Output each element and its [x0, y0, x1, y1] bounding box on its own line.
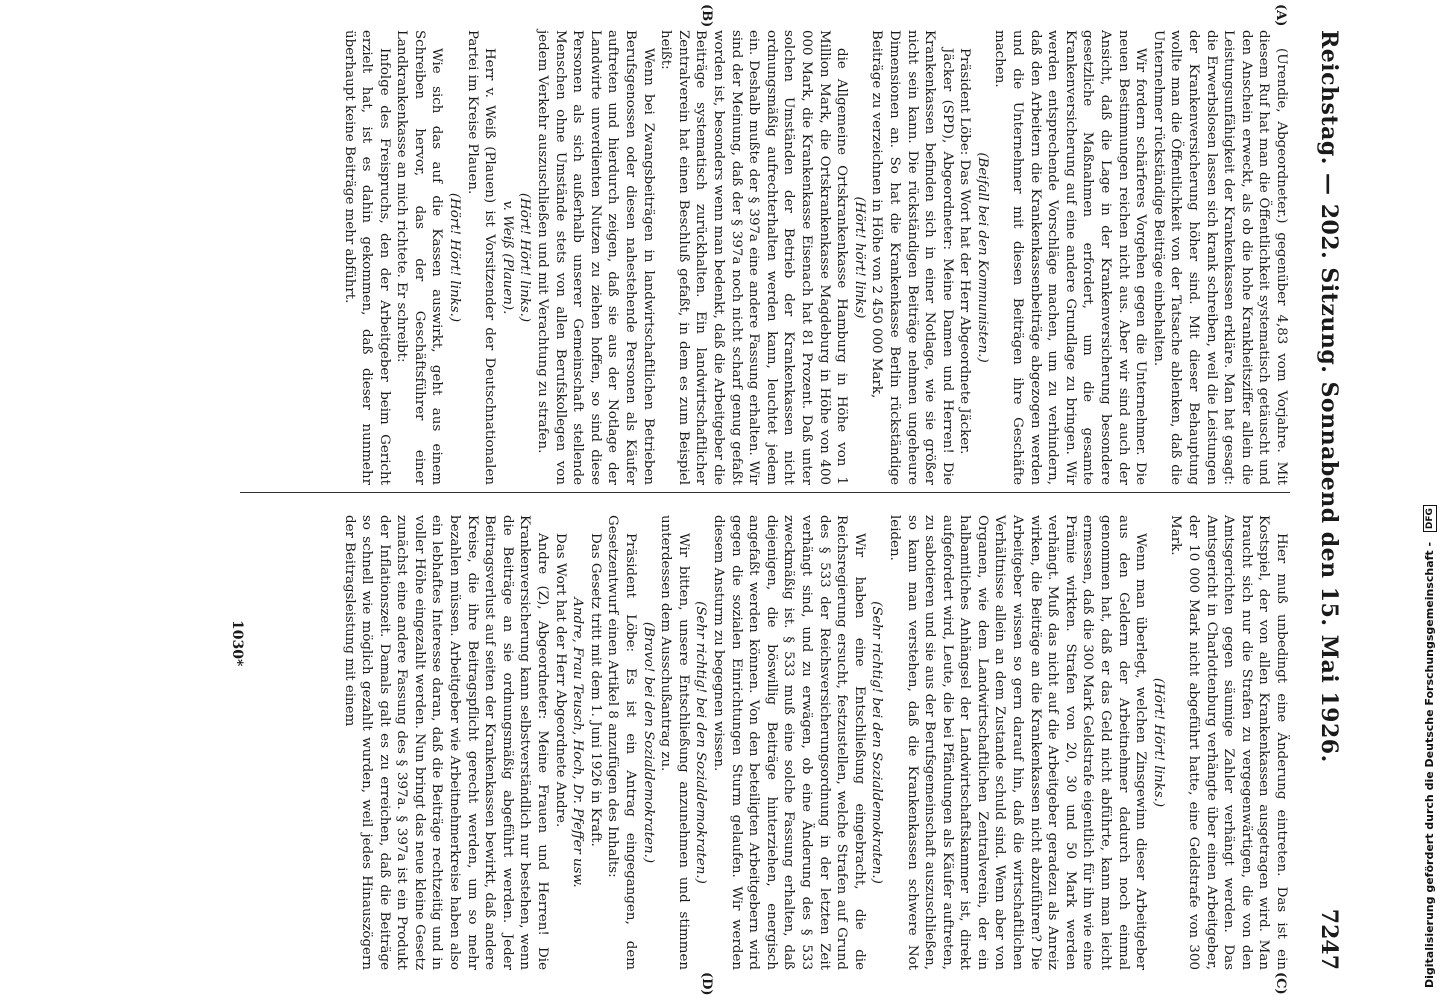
credit-text: Digitalisierung gefördert durch die Deutsche Forschungsgemeinschaft - — [1423, 541, 1436, 988]
paragraph: Infolge des Freispruchs, den der Arbeitgeber beim Gericht erzielt hat, ist es dahin gekommen, daß dieser nunmehr überhaupt keine Beiträge mehr abführt. — [341, 30, 392, 485]
interjection: (Hört! hört! links) — [851, 196, 867, 319]
margin-letter-c: (C) — [1273, 972, 1288, 995]
dfg-logo: DFG — [1423, 505, 1437, 532]
paragraph: Wir fordern schärferes Vorgehen gegen die Unternehmer. Die neuen Bestimmungen reichen nicht aus. Aber wir sind auch der Ansicht, daß die Lage in der Krankenversicherung besondere gesetzliche Maßnahmen erfordert, um die gesamte Krankenversicherung auf eine andere Grundlage zu bringen. Wir werden entsprechende Vorschläge machen, um zu verhindern, daß den Arbeitern die Krankenkassenbeiträge abgezogen werden und die Unternehmer mit diesen Beiträgen ihre Geschäfte machen. — [992, 30, 1149, 485]
right-column — [340, 515, 1290, 970]
paragraph: Hier muß unbedingt eine Änderung eintreten. Das ist ein Kostspiel, der von allen Krankenkassen ausgetragen wird. Man braucht sich nur die Strafen zu vergegenwärtigen, die von den Amtsgerichten gegen säumige Zahler verhängt werden. Das Amtsgericht in Charlottenburg verhängte über einen Arbeitgeber, der 10 000 Mark nicht abgeführt hatte, eine Geldstrafe von 300 Mark. — [1168, 515, 1289, 970]
interjection: (Beifall bei den Kommunisten.) — [974, 152, 990, 363]
interjection: Andre, Frau Teusch, Hoch, Dr. Pfeffer usw. — [570, 597, 586, 888]
page-number: 7247 — [1316, 908, 1342, 970]
paragraph: Wir haben eine Entschließung eingebracht, die die Reichsregierung ersucht, festzustellen, welche Strafen auf Grund des § 533 der Reichsversicherungsordnung in der letzten Zeit verhängt sind, und zu erwägen, ob eine Änderung des § 533 zweckmäßig ist. § 533 muß eine solche Fassung erhalten, daß diejenigen, die böswillig Beiträge hinterziehen, energisch angefaßt werden können. Von den beteiligten Arbeitgebern wird gegen die sozialen Einrichtungen Sturm gelaufen. Wir werden diesem Ansturm zu begegnen wissen. — [711, 515, 867, 970]
page-title: Reichstag. — 202. Sitzung. Sonnabend den 15. Mai 1926. — [1316, 30, 1342, 763]
interjection: (Bravo! bei den Sozialdemokraten.) — [640, 621, 656, 864]
interjection: (Sehr richtig! bei den Sozialdemokraten.) — [693, 601, 709, 884]
paragraph: Wenn bei Zwangsbeiträgen in landwirtschaftlichen Betrieben Berufsgenossen oder diesen nahestehende Personen als Käufer auftreten und hierdurch zeigen, daß sie aus der Notlage der Landwirte unverdienten Nutzen zu ziehen hoffen, so sind diese Personen als sich außerhalb unserer Gemeinschaft stellende Menschen ohne Umstände stets von allen Berufskollegen von jedem Verkehr auszuschließen und mit Verachtung zu strafen. — [535, 30, 656, 485]
scanned-page — [100, 0, 1360, 1000]
paragraph: Herr v. Weiß (Plauen) ist Vorsitzender der Deutschnationalen Partei im Kreise Plauen. — [464, 30, 498, 485]
paragraph: Wie sich das auf die Kassen auswirkt, geht aus einem Schreiben hervor, das der Geschäftsführer einer Landkrankenkasse an mich richtete. Er schreibt: — [394, 30, 445, 485]
paragraph: Jäcker (SPD), Abgeordneter: Meine Damen und Herren! Die Krankenkassen befinden sich in einer Notlage, wie sie größer nicht sein kann. Die rückständigen Beiträge nehmen ungeheure Dimensionen an. So hat die Krankenkasse Berlin rückständige Beiträge zu verzeichnen in Höhe von 2 450 000 Mark, — [869, 30, 955, 485]
paragraph: Präsident Löbe: Es ist ein Antrag eingegangen, dem Gesetzentwurf einen Artikel 8 anzufügen des Inhalts: — [605, 515, 639, 970]
left-column — [340, 30, 1290, 485]
margin-letter-d: (D) — [699, 972, 714, 996]
paragraph: Das Wort hat der Herr Abgeordnete Andre. — [552, 533, 568, 828]
interjection: (Hört! Hört! links.) — [1150, 677, 1166, 808]
signature-mark: 1030* — [229, 620, 245, 667]
citation-signature: v. Weiß (Plauen). — [499, 200, 515, 315]
paragraph: (Urendie, Abgeordneter.) gegenüber 4,83 vom Vorjahre. Mit diesem Ruf hat man die Öffentlichkeit systematisch getäuscht und den Anschein erweckt, als ob die hohe Krankheitsziffer allein die Leistungsunfähigkeit der Krankenkassen erkläre. Man hat gesagt: die Erwerbslosen lassen sich krank schreiben, weil die Leistungen der Krankenversicherung höher sind. Mit dieser Behauptung wollte man die Öffentlichkeit von der Tatsache ablenken, daß die Unternehmer rückständige Beiträge einbehalten. — [1150, 30, 1289, 485]
paragraph: Wenn man überlegt, welchen Zinsgewinn dieser Arbeitgeber aus den Geldern der Arbeitnehmer dadurch noch einmal genommen hat, daß er das Geld nicht abführte, kann man leicht ermessen, daß die 300 Mark Geldstrafe eigentlich für ihn wie eine Prämie wirkten. Strafen von 20, 30 und 50 Mark werden verhängt. Muß das nicht auf die Arbeitgeber geradezu als Anreiz wirken, die Beiträge an die Krankenkassen nicht abzuführen? Die Arbeitgeber wissen so gern darauf hin, daß die wirtschaftlichen Verhältnisse allein an dem Zustande schuld sind. Wenn aber von Organen, wie dem Landwirtschaftlichen Zentralverein, der ein halbamtliches Anhängsel der Landwirtschaftskammer ist, direkt aufgefordert wird, Leute, die bei Pfändungen als Käufer auftreten, zu sabotieren und sie aus der Berufsgemeinschaft auszuschließen, so kann man verstehen, daß die Krankenkassen schwere Not leiden. — [886, 515, 1149, 970]
paragraph: Präsident Löbe: Das Wort hat der Herr Abgeordnete Jäcker. — [957, 48, 973, 455]
interjection: (Sehr richtig! bei den Sozialdemokraten.) — [869, 601, 885, 884]
margin-letter-a: (A) — [1273, 4, 1288, 27]
digitization-credit — [1418, 0, 1442, 996]
margin-letter-b: (B) — [699, 4, 714, 28]
interjection: (Hört! Hört! links.) — [517, 192, 533, 323]
column-divider — [240, 492, 1290, 493]
paragraph: Das Gesetz tritt mit dem 1. Juni 1926 in Kraft. — [587, 533, 603, 847]
paragraph: Wir bitten, unsere Entschließung anzunehmen und stimmen unterdessen dem Ausschußantrag zu. — [658, 515, 691, 970]
page-header — [1302, 30, 1342, 970]
interjection: (Hört! Hört! links.) — [447, 192, 463, 323]
paragraph: Andre (Z), Abgeordneter: Meine Frauen und Herren! Die Krankenversicherung kann selbstverständlich nur bestehen, wenn die Beiträge an sie ordnungsmäßig abgeführt werden. Jeder Beitragsverlust auf seiten der Krankenkassen bewirkt, daß andere Kreise, die ihre Beitragspflicht gerecht werden, um so mehr bezahlen müssen. Arbeitgeber wie Arbeitnehmerkreise haben also ein lebhaftes Interesse daran, daß die Beiträge rechtzeitig und in voller Höhe eingezahlt werden. Nun bringt das neue kleine Gesetz zunächst eine andere Fassung des § 397a. § 397a ist ein Produkt der Inflationszeit. Damals galt es zu erreichen, daß die Beiträge so schnell wie möglich gezahlt wurden, weil jedes Hinauszögern der Beitragsleistung mit einem — [341, 515, 551, 970]
paragraph: die Allgemeine Ortskrankenkasse Hamburg in Höhe von 1 Million Mark, die Ortskrankenkasse Magdeburg in Höhe von 400 000 Mark, die Krankenkasse Eisenach hat 81 Prozent. Daß unter solchen Umständen der Betrieb der Krankenkassen nicht ordnungsmäßig aufrechterhalten werden kann, leuchtet jedem ein. Deshalb mußte der § 397a eine andere Fassung erhalten. Wir sind der Meinung, daß der § 397a noch nicht scharf genug gefaßt worden ist, besonders wenn man bedenkt, daß die Arbeitgeber die Beiträge systematisch zurückhalten. Ein landwirtschaftlicher Zentralverein hat einen Beschluß gefaßt, in dem es zum Beispiel heißt: — [658, 30, 850, 485]
